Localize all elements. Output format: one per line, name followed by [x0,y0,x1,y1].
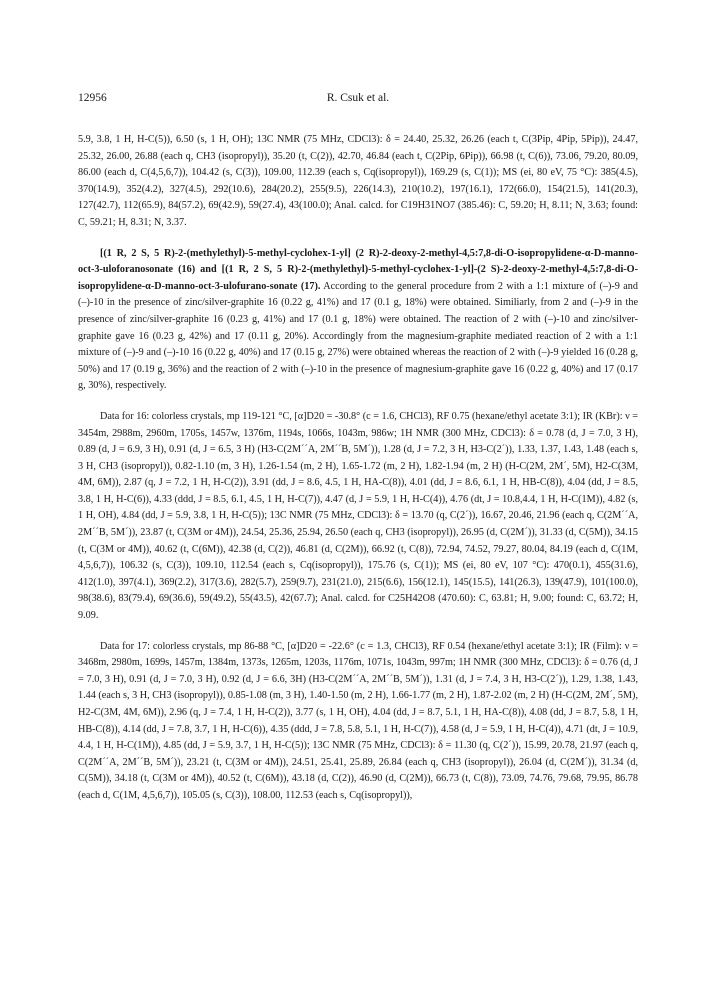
paragraph-data-16 [78,409,638,625]
paragraph-data-17 [78,639,638,805]
running-title: R. Csuk et al. [326,92,390,104]
paragraph-continued-data [78,132,638,232]
paragraph-text: According to the general procedure from 2 with a 1:1 mixture of (–)-9 and (–)-10 in the presence of zinc/silver-graphite 16 (0.22 g, 41%) and 17 (0.1 g, 18%) were obtained. Similiarly, from 2 and (–)-9 in the presence of zinc/silver-graphite 16 (0.23 g, 41%) and 17 (0.1 g, 18%) were obtained. The reaction of 2 with (–)-10 and zinc/silver-graphite gave 16 (0.23 g, 42%) and 17 (0.11 g, 20%). Accordingly from the magnesium-graphite mediated reaction of 2 with a 1:1 mixture of (–)-9 and (–)-10 16 (0.22 g, 40%) and 17 (0.15 g, 27%) were obtained whereas the reaction of 2 with (–)-9 yielded 16 (0.28 g, 50%) and 17 (0.19 g, 36%) and the reaction of 2 with (–)-10 in the presence of magnesium-graphite gave 16 (0.22 g, 40%) and 17 (0.17 g, 30%), respectively. [78,280,638,392]
paragraph-procedure [78,246,638,395]
paragraph-text: Data for 17: colorless crystals, mp 86-88 °C, [α]D20 = -22.6° (c = 1.3, CHCl3), RF 0.54 (hexane/ethyl acetate 3:1); IR (Film): ν = 3468m, 2980m, 1699s, 1457m, 1384m, 1373s, 1265m, 1203s, 1176m, 1071s, 1043m, 997m; 1H NMR (300 MHz, CDCl3): δ = 0.76 (d, J = 7.0, 3 H), 0.91 (d, J = 7.0, 3 H), 0.92 (d, J = 6.6, 3H) (H3-C(2M´´A, 2M´´B, 5M´)), 1.31 (d, J = 7.4, 3 H, H3-C(2´)), 1.29, 1.38, 1.43, 1.44 (each s, 3 H, CH3 (isopropyl)), 0.85-1.08 (m, 3 H), 1.40-1.50 (m, 2 H), 1.66-1.77 (m, 2 H), 1.87-2.02 (m, 2 H) (H-C(2M, 2M´, 5M), H2-C(3M, 4M, 6M)), 2.96 (q, J = 7.4, 1 H, H-C(2)), 3.77 (s, 1 H, OH), 4.04 (dd, J = 8.7, 5.1, 1 H, HA-C(8)), 4.08 (dd, J = 8.7, 5.8, 1 H, HB-C(8)), 4.14 (dd, J = 7.8, 3.7, 1 H, H-C(6)), 4.35 (ddd, J = 7.8, 5.8, 5.1, 1 H, H-C(7)), 4.58 (d, J = 5.9, 1 H, H-C(4)), 4.71 (dt, J = 10.9, 4.4, 1 H, H-C(1M)), 4.85 (dd, J = 5.9, 3.7, 1 H, H-C(5)); 13C NMR (75 MHz, CDCl3): δ = 11.30 (q, C(2´)), 15.99, 20.78, 21.97 (each q, C(2M´´A, 2M´´B, 5M´)), 23.21 (t, C(3M or 4M)), 24.51, 25.41, 25.89, 26.84 (each q, CH3 (isopropyl)), 26.04 (d, C(2M´)), 31.34 (d, C(5M)), 34.18 (t, C(3M or 4M)), 40.52 (t, C(6M)), 43.18 (d, C(2)), 46.90 (d, C(2M)), 66.73 (t, C(8)), 73.09, 74.76, 79.68, 79.95, 86.78 (each d, C(1M, 4,5,6,7)), 105.05 (s, C(3)), 108.00, 112.53 (each s, Cq(isopropyl)), [78,640,638,801]
compound-title: [(1 R, 2 S, 5 R)-2-(methylethyl)-5-methyl-cyclohex-1-yl] (2 R)-2-deoxy-2-methyl-4,5:7,8-di-O-isopropylidene-α-D-manno-oct-3-uloforanosonate (16) and [(1 R, 2 S, 5 R)-2-(methylethyl)-5-methyl-cyclohex-1-yl]-(2 S)-2-deoxy-2-methyl-4,5:7,8-di-O-isopropylidene-α-D-manno-oct-3-ulofurano-sonate (17). [78,247,638,292]
paragraph-text: Data for 16: colorless crystals, mp 119-121 °C, [α]D20 = -30.8° (c = 1.6, CHCl3), RF 0.75 (hexane/ethyl acetate 3:1); IR (KBr): ν = 3454m, 2988m, 2960m, 1705s, 1457w, 1376m, 1194s, 1066s, 1043m, 986w; 1H NMR (300 MHz, CDCl3): δ = 0.78 (d, J = 7.0, 3 H), 0.89 (d, J = 6.9, 3 H), 0.91 (d, J = 6.5, 3 H) (H3-C(2M´´A, 2M´´B, 5M´)), 1.28 (d, J = 7.2, 3 H, H3-C(2´)), 1.33, 1.37, 1.43, 1.48 (each s, 3 H, CH3 (isopropyl)), 0.82-1.10 (m, 3 H), 1.26-1.54 (m, 2 H), 1.65-1.72 (m, 2 H), 1.82-1.94 (m, 2 H) (H-C(2M, 2M´, 5M), H2-C(3M, 4M, 6M)), 2.87 (q, J = 7.2, 1 H, H-C(2)), 3.91 (dd, J = 8.6, 4.5, 1 H, HA-C(8)), 4.01 (dd, J = 8.6, 6.1, 1 H, HB-C(8)), 4.04 (dd, J = 8.5, 3.8, 1 H, H-C(6)), 4.33 (ddd, J = 8.5, 6.1, 4.5, 1 H, H-C(7)), 4.47 (d, J = 5.9, 1 H, H-C(4)), 4.76 (dt, J = 10.8,4.4, 1 H, H-C(1M)), 4.82 (s, 1 H, OH), 4.84 (dd, J = 5.9, 3.8, 1 H, H-C(5)); 13C NMR (75 MHz, CDCl3): δ = 13.70 (q, C(2´)), 16.67, 20.46, 21.96 (each q, C(2M´´A, 2M´´B, 5M´)), 23.87 (t, C(3M or 4M)), 24.54, 25.36, 25.94, 26.50 (each q, CH3 (isopropyl)), 26.95 (d, C(2M´)), 31.33 (d, C(5M)), 34.15 (t, C(3M or 4M)), 40.62 (t, C(6M)), 42.38 (d, C(2)), 46.81 (d, C(2M)), 66.92 (t, C(8)), 72.94, 74.52, 79.27, 80.04, 84.19 (each d, C(1M, 4,5,6,7)), 106.32 (s, C(3)), 109.10, 112.54 (each s, Cq(isopropyl)), 175.76 (s, C(1)); MS (ei, 80 eV, 107 °C): 470(0.1), 455(31.6), 412(1.0), 397(4.1), 369(2.2), 317(3.6), 282(5.7), 259(9.7), 231(21.0), 215(6.6), 156(12.1), 145(15.5), 141(26.3), 139(47.9), 101(100.0), 98(38.6), 83(79.4), 69(36.6), 59(49.2), 55(43.5), 42(67.7); Anal. calcd. for C25H42O8 (470.60): C, 63.81; H, 9.00; found: C, 63.72; H, 9.09. [78,410,638,622]
article-body [78,132,638,819]
paragraph-text: 5.9, 3.8, 1 H, H-C(5)), 6.50 (s, 1 H, OH); 13C NMR (75 MHz, CDCl3): δ = 24.40, 25.32, 26.26 (each t, C(3Pip, 4Pip, 5Pip)), 24.47, 25.32, 26.00, 26.88 (each q, CH3 (isopropyl)), 35.20 (t, C(2)), 42.70, 46.84 (each t, C(2Pip, 6Pip)), 66.98 (t, C(6)), 73.06, 79.20, 80.09, 86.00 (each d, C(4,5,6,7)), 104.42 (s, C(3)), 109.00, 112.39 (each s, Cq(isopropyl)), 169.29 (s, C(1)); MS (ei, 80 eV, 75 °C): 385(4.5), 370(14.9), 352(4.2), 327(4.5), 292(10.6), 284(20.2), 255(9.5), 226(14.3), 210(10.2), 197(16.1), 172(66.0), 154(21.5), 141(20.3), 127(42.7), 112(65.9), 84(57.2), 69(42.9), 59(27.4), 43(100.0); Anal. calcd. for C19H31NO7 (385.46): C, 59.20; H, 8.11; N, 3.63; found: C, 59.21; H, 8.31; N, 3.37. [78,134,638,228]
page-header [78,92,638,108]
page-number: 12956 [78,92,107,104]
